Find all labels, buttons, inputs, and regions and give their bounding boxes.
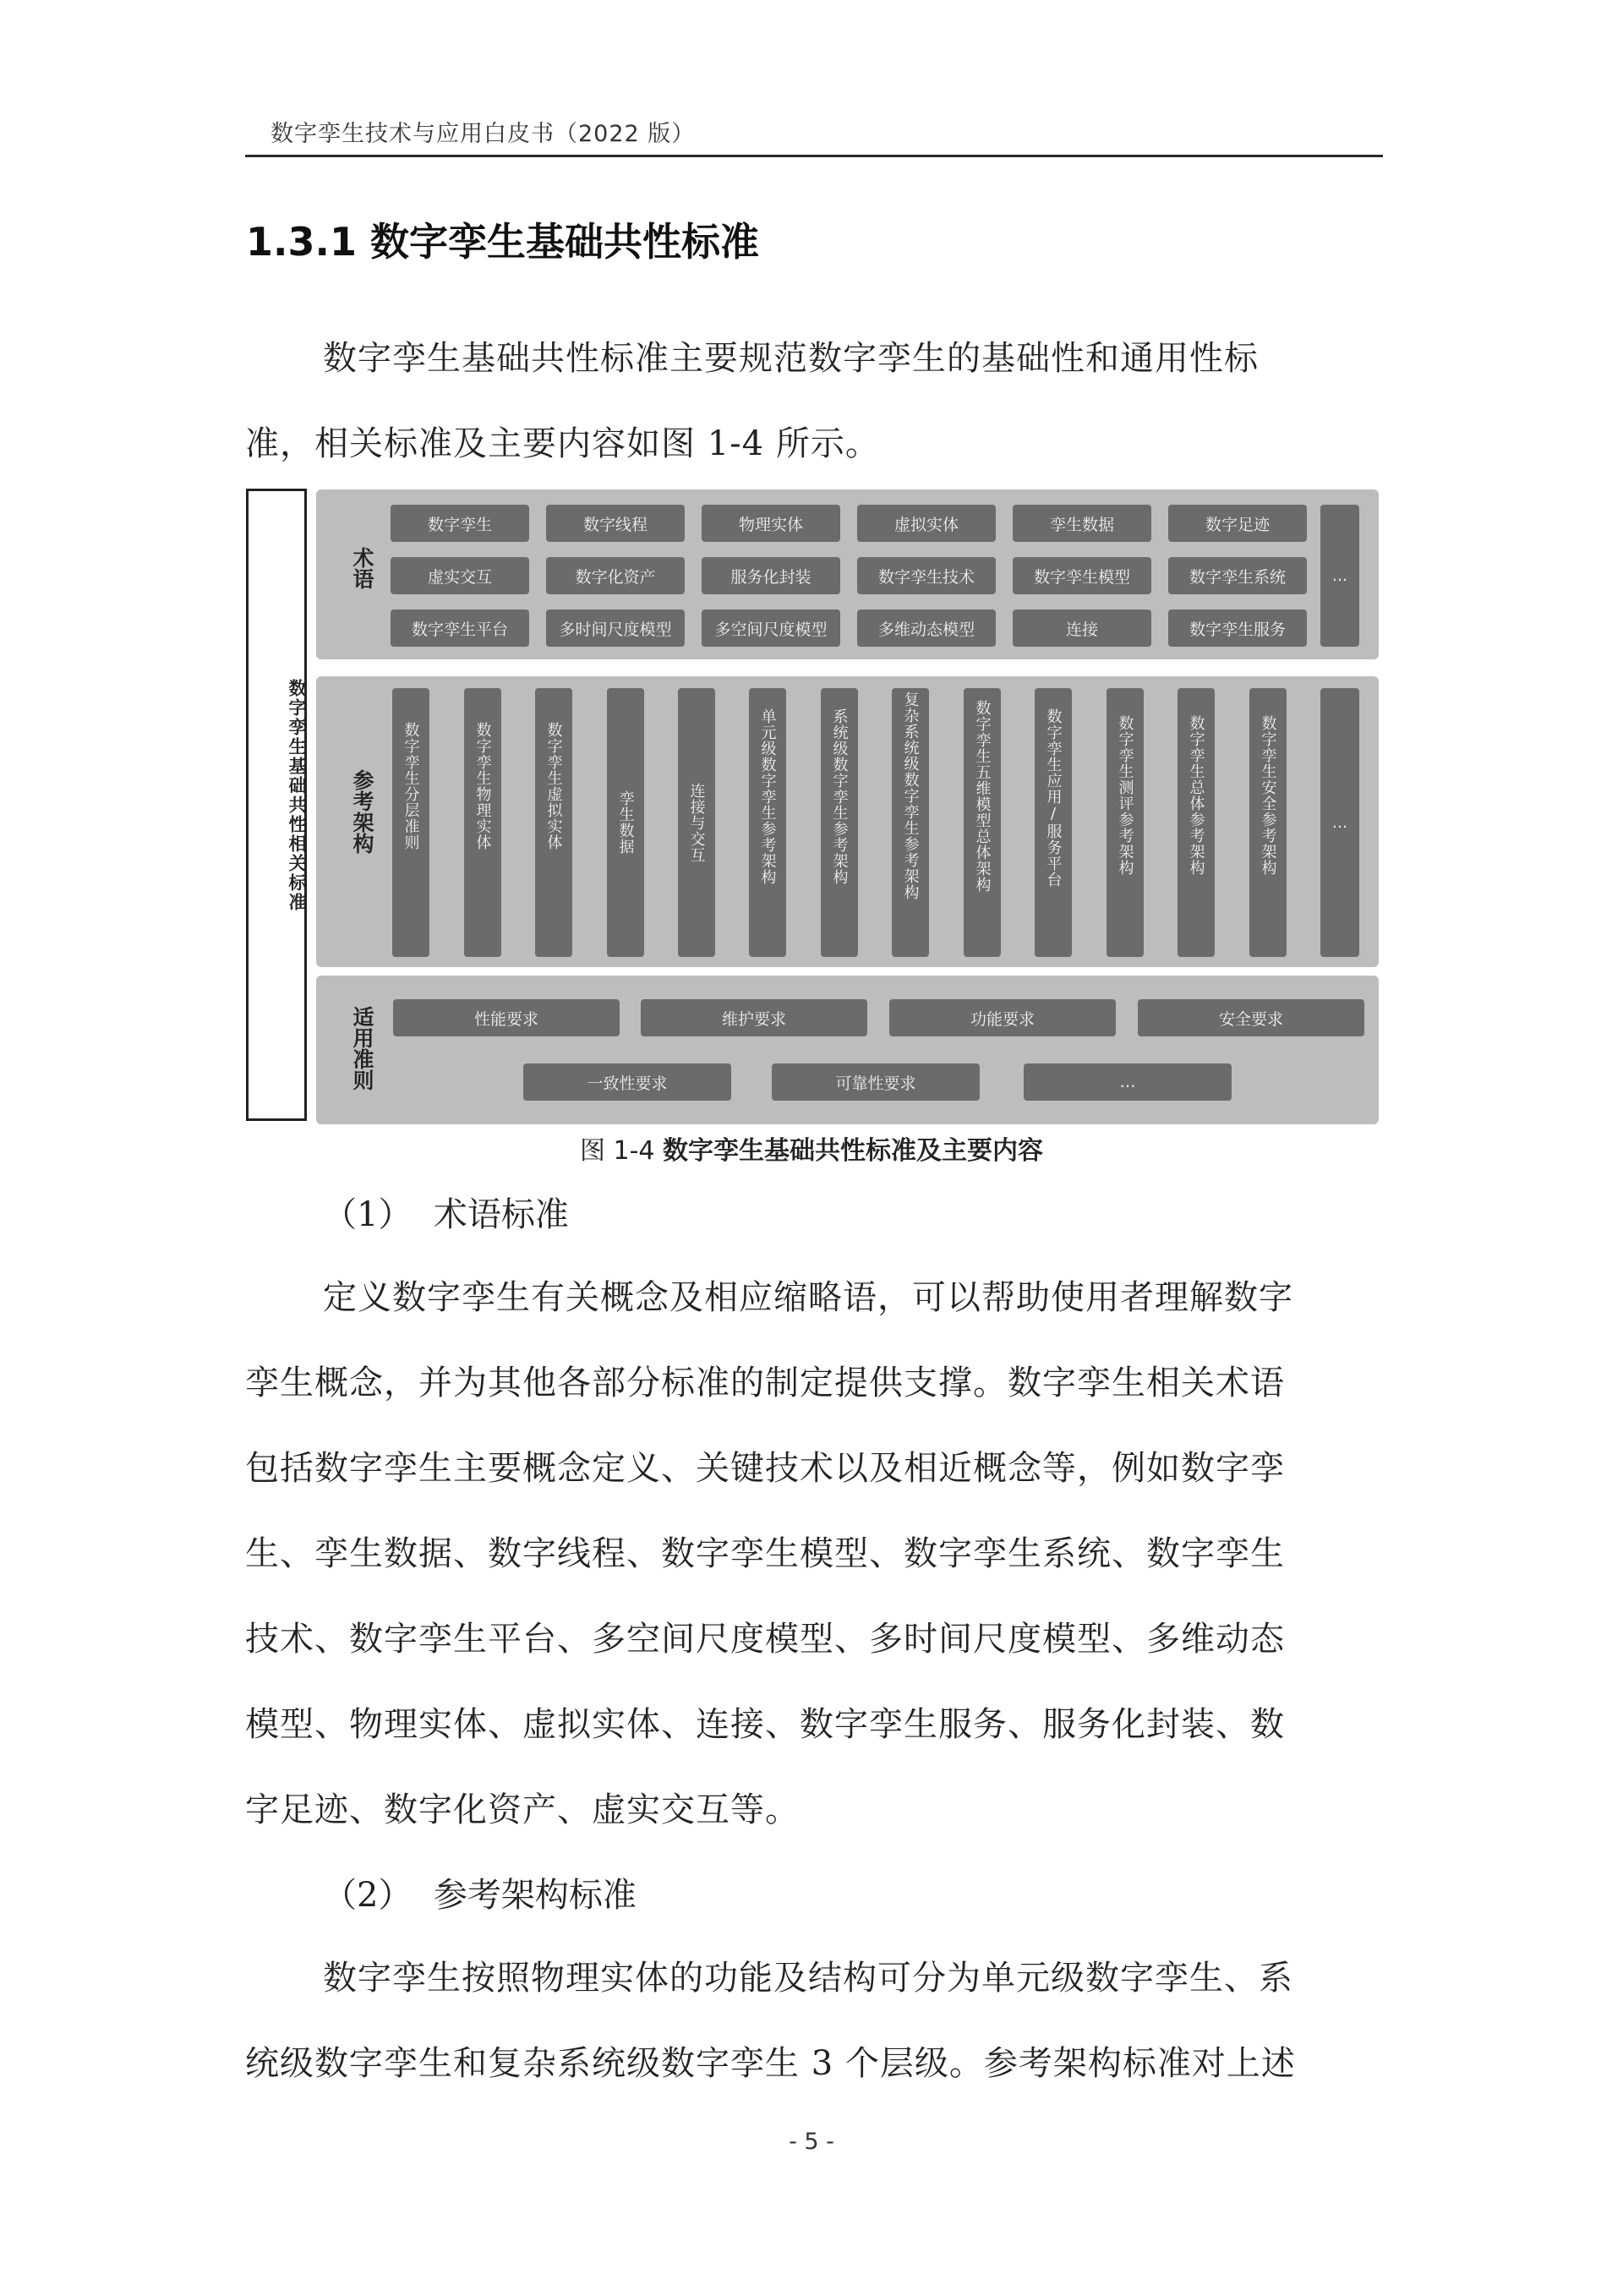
criteria-chip: 安全要求 — [1138, 999, 1364, 1036]
architecture-chip: 数字孪生分层准则 — [392, 688, 429, 957]
criteria-chip: 维护要求 — [641, 999, 867, 1036]
architecture-chip: 数字孪生物理实体 — [464, 688, 501, 957]
architecture-panel-label: 参考架构 — [350, 769, 374, 854]
side-label: 数字孪生基础共性相关标准 — [287, 679, 307, 912]
architecture-chip: 数字孪生测评参考架构 — [1107, 688, 1144, 957]
terms-panel — [316, 489, 1379, 659]
subsection-heading: （2） 参考架构标准 — [323, 1876, 637, 1915]
architecture-chip: 连接与交互 — [678, 688, 715, 957]
criteria-chip: 一致性要求 — [523, 1063, 731, 1101]
architecture-chip: 数字孪生五维模型总体架构 — [964, 688, 1001, 957]
paragraph-line: 包括数字孪生主要概念定义、关键技术以及相近概念等，例如数字孪 — [245, 1449, 1285, 1488]
terms-paragraph — [245, 1255, 1383, 1853]
figure-caption-number: 图 1-4 — [579, 1136, 664, 1166]
term-chip: 虚拟实体 — [857, 505, 996, 542]
architecture-chip: 单元级数字孪生参考架构 — [749, 688, 786, 957]
subsection-heading: （1） 术语标准 — [323, 1195, 569, 1234]
architecture-chip: 复杂系统级数字孪生参考架构 — [892, 688, 929, 957]
figure-caption — [0, 1129, 1623, 1167]
architecture-more-chip: … — [1320, 688, 1359, 957]
term-chip: 数字孪生技术 — [857, 557, 996, 594]
term-chip: 数字孪生模型 — [1013, 557, 1151, 594]
term-more-chip: … — [1320, 505, 1359, 647]
paragraph-line: 数字孪生基础共性标准主要规范数字孪生的基础性和通用性标 — [323, 339, 1259, 378]
criteria-chip: 可靠性要求 — [772, 1063, 980, 1101]
term-chip: 数字孪生 — [391, 505, 529, 542]
term-chip: 连接 — [1013, 610, 1151, 647]
term-chip: 服务化封装 — [702, 557, 840, 594]
term-chip: 多维动态模型 — [857, 610, 996, 647]
term-chip: 多时间尺度模型 — [546, 610, 685, 647]
intro-paragraph — [245, 316, 1383, 487]
term-chip: 数字化资产 — [546, 557, 685, 594]
section-heading: 1.3.1 数字孪生基础共性标准 — [246, 219, 759, 265]
term-chip: 虚实交互 — [391, 557, 529, 594]
criteria-chip: 性能要求 — [393, 999, 620, 1036]
running-header: 数字孪生技术与应用白皮书（2022 版） — [270, 121, 696, 147]
architecture-chip: 数字孪生安全参考架构 — [1249, 688, 1287, 957]
paragraph-line: 定义数字孪生有关概念及相应缩略语，可以帮助使用者理解数字 — [323, 1278, 1293, 1317]
criteria-chip: 功能要求 — [889, 999, 1116, 1036]
term-chip: 物理实体 — [702, 505, 840, 542]
architecture-paragraph — [245, 1936, 1383, 2107]
architecture-chip: 数字孪生应用/服务平台 — [1035, 688, 1072, 957]
term-chip: 数字孪生平台 — [391, 610, 529, 647]
architecture-chip: 数字孪生虚拟实体 — [535, 688, 572, 957]
term-chip: 多空间尺度模型 — [702, 610, 840, 647]
architecture-chip: 孪生数据 — [607, 688, 644, 957]
page-number: - 5 - — [789, 2129, 834, 2155]
term-chip: 数字线程 — [546, 505, 685, 542]
term-chip: 数字孪生服务 — [1168, 610, 1307, 647]
architecture-chip: 系统级数字孪生参考架构 — [821, 688, 858, 957]
paragraph-line: 技术、数字孪生平台、多空间尺度模型、多时间尺度模型、多维动态 — [245, 1620, 1285, 1659]
term-chip: 数字足迹 — [1168, 505, 1307, 542]
criteria-more-chip: … — [1024, 1063, 1232, 1101]
term-chip: 孪生数据 — [1013, 505, 1151, 542]
side-label-box — [246, 489, 307, 1121]
header-rule — [245, 155, 1383, 157]
paragraph-line: 数字孪生按照物理实体的功能及结构可分为单元级数字孪生、系 — [323, 1959, 1293, 1998]
architecture-panel — [316, 676, 1379, 967]
criteria-panel-label: 适用准则 — [350, 1006, 374, 1091]
architecture-chip: 数字孪生总体参考架构 — [1178, 688, 1215, 957]
term-chip: 数字孪生系统 — [1168, 557, 1307, 594]
paragraph-line: 孪生概念，并为其他各部分标准的制定提供支撑。数字孪生相关术语 — [245, 1364, 1285, 1402]
paragraph-line: 生、孪生数据、数字线程、数字孪生模型、数字孪生系统、数字孪生 — [245, 1534, 1285, 1573]
paragraph-line: 统级数字孪生和复杂系统级数字孪生 3 个层级。参考架构标准对上述 — [245, 2044, 1296, 2083]
paragraph-line: 模型、物理实体、虚拟实体、连接、数字孪生服务、服务化封装、数 — [245, 1705, 1285, 1744]
criteria-panel — [316, 976, 1379, 1124]
paragraph-line: 准，相关标准及主要内容如图 1-4 所示。 — [245, 424, 880, 463]
terms-panel-label: 术语 — [350, 547, 374, 589]
paragraph-line: 字足迹、数字化资产、虚实交互等。 — [245, 1790, 800, 1829]
figure-caption-title: 数字孪生基础共性标准及主要内容 — [663, 1136, 1044, 1166]
